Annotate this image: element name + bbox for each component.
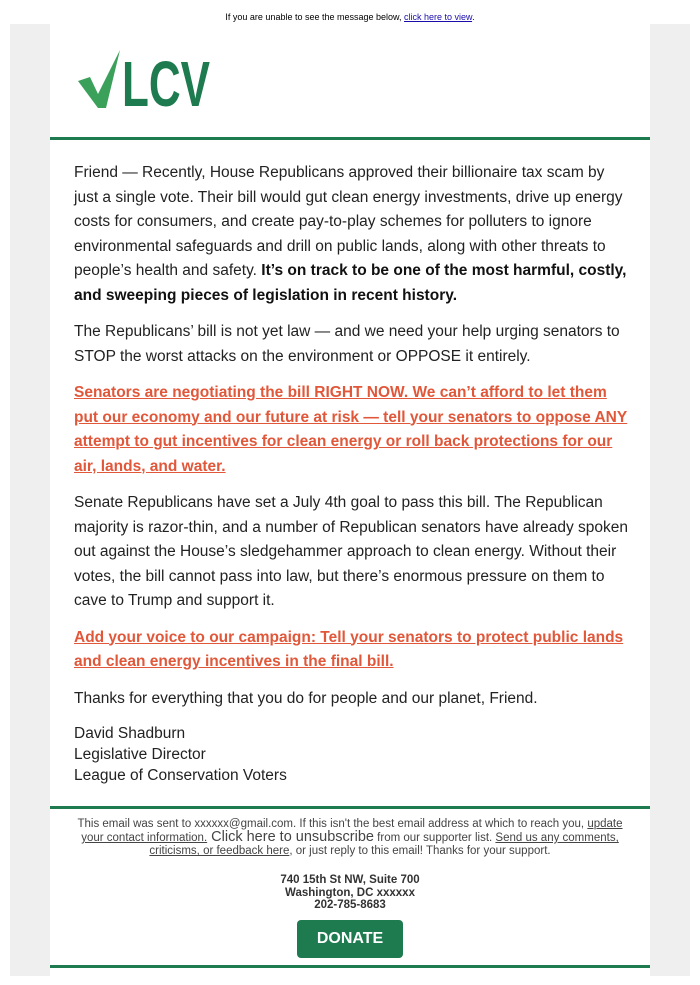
signature-title: Legislative Director <box>74 746 206 763</box>
paragraph-thanks: Thanks for everything that you do for people and our planet, Friend. <box>74 689 538 707</box>
view-online-bar <box>0 0 700 24</box>
paragraph-intro <box>74 161 630 308</box>
feedback-link[interactable]: Send us any comments, criticisms, or feedback here <box>149 832 619 857</box>
bottom-divider <box>50 965 650 968</box>
phone-number: 202-785-8683 <box>314 899 386 911</box>
signature-org: League of Conservation Voters <box>74 767 287 784</box>
donate-button[interactable]: DONATE <box>297 920 403 958</box>
paragraph-july-4th: Senate Republicans have set a July 4th goal to pass this bill. The Republican majority is razor-thin, and a number of Republican senators have already spoken out against the House’s sledgehammer approach to clean energy. Without their votes, the bill cannot pass into law, but there’s enormous pressure on them to cave to Trump and support it. <box>74 494 628 609</box>
checkmark-icon <box>78 50 120 108</box>
footer-sent-to: This email was sent to xxxxxx@gmail.com. If this isn't the best email address at which to reach you, <box>77 818 588 830</box>
address-line1: 740 15th St NW, Suite 700 <box>280 874 420 886</box>
email-container <box>50 24 650 976</box>
address-line2: Washington, DC xxxxxx <box>285 886 415 899</box>
update-contact-link[interactable]: update your contact information. <box>81 818 623 844</box>
lcv-logo[interactable] <box>76 48 216 120</box>
logo-text: LCV <box>122 48 211 120</box>
view-online-link[interactable]: click here to view <box>404 12 473 22</box>
cta-link-senators[interactable]: Senators are negotiating the bill RIGHT NOW. We can’t afford to let them put our economy and our future at risk — tell your senators to oppose ANY attempt to gut incentives for clean energy or roll back protections for our air, lands, and water. <box>74 384 628 475</box>
message-body <box>74 161 630 786</box>
footer-divider <box>50 806 650 809</box>
footer-text <box>70 818 630 858</box>
side-background-left <box>10 24 50 976</box>
footer-thanks: , or just reply to this email! Thanks for your support. <box>289 845 551 857</box>
signature-name: David Shadburn <box>74 725 186 742</box>
footer-supporter-list: from our supporter list. <box>373 832 496 844</box>
header-divider <box>50 137 650 140</box>
side-background-right <box>650 24 690 976</box>
mailing-address <box>50 874 650 912</box>
cta-link-campaign[interactable]: Add your voice to our campaign: Tell your senators to protect public lands and clean energy incentives in the final bill. <box>74 628 624 670</box>
paragraph-intro-bold: It’s on track to be one of the most harmful, costly, and sweeping pieces of legislation in recent history. <box>74 262 627 304</box>
paragraph-intro-text: Friend — Recently, House Republicans approved their billionaire tax scam by just a single vote. Their bill would gut clean energy investments, drive up energy costs for consumers, and create pay-to-play schemes for polluters to ignore environmental safeguards and drill on public lands, along with other threats to people’s health and safety. <box>74 164 623 279</box>
signature <box>74 723 630 786</box>
unsubscribe-link[interactable]: Click here to unsubscribe <box>207 829 374 845</box>
view-online-suffix: . <box>472 12 475 22</box>
view-online-text: If you are unable to see the message below, <box>225 12 405 22</box>
paragraph-not-law: The Republicans’ bill is not yet law — and we need your help urging senators to STOP the worst attacks on the environment or OPPOSE it entirely. <box>74 323 620 365</box>
